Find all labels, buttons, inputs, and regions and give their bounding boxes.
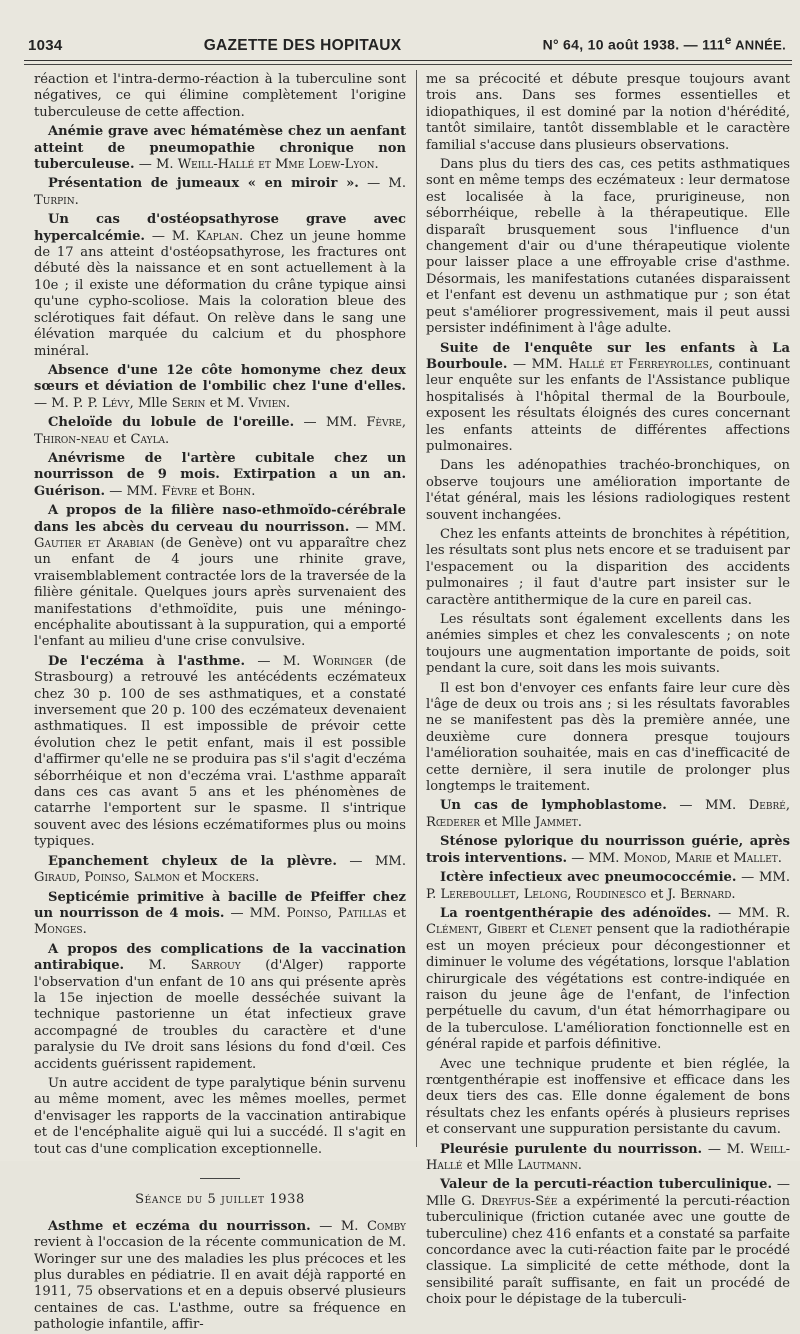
paragraph: Un cas d'ostéopsathyrose grave avec hypercalcémie. — M. Kaplan. Chez un jeune homme de 17 ans atteint d'ostéopsathyrose, les fractures ont débuté dès la naissance et en sont actuellement à la 10e ; il existe une déformation du crâne typique ainsi qu'une cypho-scoliose. Mais la coloration bleue des sclérotiques fait défaut. On relève dans le sang une élévation marquée du calcium et du phosphore minéral. [34,212,406,359]
paragraph: Avec une technique prudente et bien réglée, la rœntgenthérapie est inoffensive et efficace dans les deux tiers des cas. Elle donne également de bons résultats chez les enfants opérés à plusieurs reprises et conservant une suppuration persistante du cavum. [426,1056,790,1138]
paragraph: Présentation de jumeaux « en miroir ». — M. Turpin. [34,176,406,208]
paragraph: Cheloïde du lobule de l'oreille. — MM. Fèvre, Thiron-neau et Cayla. [34,415,407,447]
paragraph: Asthme et eczéma du nourrisson. — M. Comby revient à l'occasion de la récente communication de M. Woringer sur une des maladies les plus précoces et les plus durables en pédiatrie. Il en avait déjà rapporté en 1911, 75 observations et en a depuis observé plusieurs centaines de cas. L'asthme, outre sa fréquence en pathologie infantile, affir- [34,1218,406,1333]
paragraph: Ictère infectieux avec pneumococcémie. — MM. P. Lereboullet, Lelong, Roudinesco et J. Bernard. [426,870,790,902]
section-separator [34,1168,406,1184]
right-column [426,72,791,1308]
issue-info: N° 64, 10 août 1938. — 111e ANNÉE. [542,34,786,53]
paragraph: me sa précocité et débute presque toujours avant trois ans. Dans ses formes essentielles et idiopathiques, il est dominé par la notion d'hérédité, tantôt similaire, tantôt dissemblable et le caractère familial s'accuse dans plusieurs observations. [426,72,790,153]
paragraph: Valeur de la percuti-réaction tuberculinique. — Mlle G. Dreyfus-Sée a expérimenté la percuti-réaction tuberculinique (friction cutanée avec une goutte de tuberculine) chez 416 enfants et a constaté sa parfaite concordance avec la cuti-réaction faite par le procédé classique. La simplicité de cette méthode, dont la sensibilité paraît suffisante, en fait un procédé de choix pour le dépistage de la tuberculi- [426,1177,790,1308]
paragraph: Dans plus du tiers des cas, ces petits asthmatiques sont en même temps des eczémateux : leur dermatose est localisée à la face, prurigineuse, non séborrhéique, rebelle à la thérapeutique. Elle disparaît brusquement sous l'influence d'un changement d'air ou d'une thérapeutique violente pour laisser place a une effroyable crise d'asthme. Désormais, les manifestations cutanées disparaissent et l'enfant est devenu un asthmatique pur ; son état peut s'améliorer progressivement, mais il peut aussi persister indéfiniment à l'âge adulte. [426,157,790,337]
paragraph: Sténose pylorique du nourrisson guérie, après trois interventions. — MM. Monod, Marie et Mallet. [426,834,790,866]
paragraph: Les résultats sont également excellents dans les anémies simples et chez les convalescents ; on note toujours une augmentation importante de poids, soit pendant la cure, soit dans les mois suivants. [426,612,790,677]
paragraph: Dans les adénopathies trachéo-bronchiques, on observe toujours une amélioration importante de l'état général, mais les lésions radiologiques restent souvent inchangées. [426,458,790,523]
paragraph: Septicémie primitive à bacille de Pfeiffer chez un nourrisson de 4 mois. — MM. Poinso, Patillas et Monges. [34,889,406,938]
paragraph: Il est bon d'envoyer ces enfants faire leur cure dès l'âge de deux ou trois ans ; si les résultats favorables ne se manifestent pas dès la première année, une deuxième cure donnera presque toujours l'amélioration souhaitée, mais en cas d'inefficacité de cette dernière, il sera inutile de prolonger plus longtemps le traitement. [426,680,790,795]
header-rule [24,60,792,61]
paragraph: Chez les enfants atteints de bronchites à répétition, les résultats sont plus nets encore et se traduisent par l'espacement ou la disparition des accidents pulmonaires ; il faut d'autre part insister sur le caractère antithermique de la cure en pareil cas. [426,526,790,608]
paragraph: réaction et l'intra-dermo-réaction à la tuberculine sont négatives, ce qui élimine complètement l'origine tuberculeuse de cette affection. [34,72,406,120]
column-divider [416,70,417,1147]
paragraph: Absence d'une 12e côte homonyme chez deux sœurs et déviation de l'ombilic chez l'une d'elles. — M. P. P. Lévy, Mlle Serin et M. Vivien. [34,362,406,411]
paragraph: Suite de l'enquête sur les enfants à La Bourboule. — MM. Hallé et Ferreyrolles, continuant leur enquête sur les enfants de l'Assistance publique hospitalisés à l'hôpital thermal de la Bourboule, exposent les résultats éloignés des cures concernant les enfants atteints de différentes affections pulmonaires. [426,340,791,454]
paragraph: A propos de la filière naso-ethmoïdo-cérébrale dans les abcès du cerveau du nourrisson. — MM. Gautier et Arabian (de Genève) ont vu apparaître chez un enfant de 4 jours une rhinite grave, vraisemblablement contractée lors de la traversée de la filière génitale. Quelques jours après survenaient des manifestations d'ethmoïdite, puis une méningo-encéphalite aboutissant à la suppuration, qui a emporté l'enfant au milieu d'une crise convulsive. [34,503,407,650]
left-column [34,72,407,1333]
paragraph: Un autre accident de type paralytique bénin survenu au même moment, avec les mêmes moelles, permet d'envisager les rapports de la vaccination antirabique et de l'encéphalite aiguë qui lui a succédé. Il s'agit en tout cas d'une complication exceptionnelle. [34,1075,406,1157]
journal-title: GAZETTE DES HOPITAUX [203,36,402,54]
paragraph: Pleurésie purulente du nourrisson. — M. Weill-Hallé et Mlle Lautmann. [426,1141,791,1173]
paragraph: Epanchement chyleux de la plèvre. — MM. Giraud, Poinso, Salmon et Mockers. [34,853,406,886]
session-heading: Séance du 5 juillet 1938 [135,1192,305,1208]
paragraph: Un cas de lymphoblastome. — MM. Debré, Rœderer et Mlle Jammet. [426,798,790,830]
paragraph: A propos des complications de la vaccination antirabique. M. Sarrouy (d'Alger) rapporte l'observation d'un enfant de 10 ans qui présente après la 15e injection de moelle desséchée suivant la technique pastorienne un état infectieux grave accompagné de troubles du caractère et d'une paralysie du IVe droit sans lésions du fond d'œil. Ces accidents guérissent rapidement. [34,941,406,1072]
page-number: 1034 [28,36,63,54]
paragraph: Anévrisme de l'artère cubitale chez un nourrisson de 9 mois. Extirpation a un an. Guérison. — MM. Fèvre et Bohn. [34,450,406,499]
paragraph: La roentgenthérapie des adénoïdes. — MM. R. Clément, Gibert et Clenet pensent que la radiothérapie est un moyen précieux pour décongestionner et diminuer le volume des végétations, lorsque l'ablation chirurgicale des végétations est contre-indiquée en raison du jeune âge de l'enfant, de l'infection perpétuelle du cavum, d'un état hémorrhagipare ou de la tuberculose. L'amélioration fonctionnelle est en général rapide et parfois définitive. [426,905,791,1053]
paragraph: De l'eczéma à l'asthme. — M. Woringer (de Strasbourg) a retrouvé les antécédents eczémateux chez 30 p. 100 de ses asthmatiques, et a constaté inversement que 20 p. 100 des eczémateux devenaient asthmatiques. Il est impossible de prévoir cette évolution chez le petit enfant, mais il est possible d'affirmer qu'elle ne se produira pas s'il s'agit d'eczéma séborrhéique et non d'eczéma vrai. L'asthme apparaît dans ces cas avant 5 ans et les phénomènes de catarrhe l'emportent sur le spasme. Il s'intrique souvent avec des lésions eczématiformes plus ou moins typiques. [34,653,406,850]
paragraph: Anémie grave avec hématémèse chez un aenfant atteint de pneumopathie chronique non tuberculeuse. — M. Weill-Hallé et Mme Loew-Lyon. [34,124,406,173]
header-rule-thin [24,64,792,65]
page-header [28,34,786,58]
